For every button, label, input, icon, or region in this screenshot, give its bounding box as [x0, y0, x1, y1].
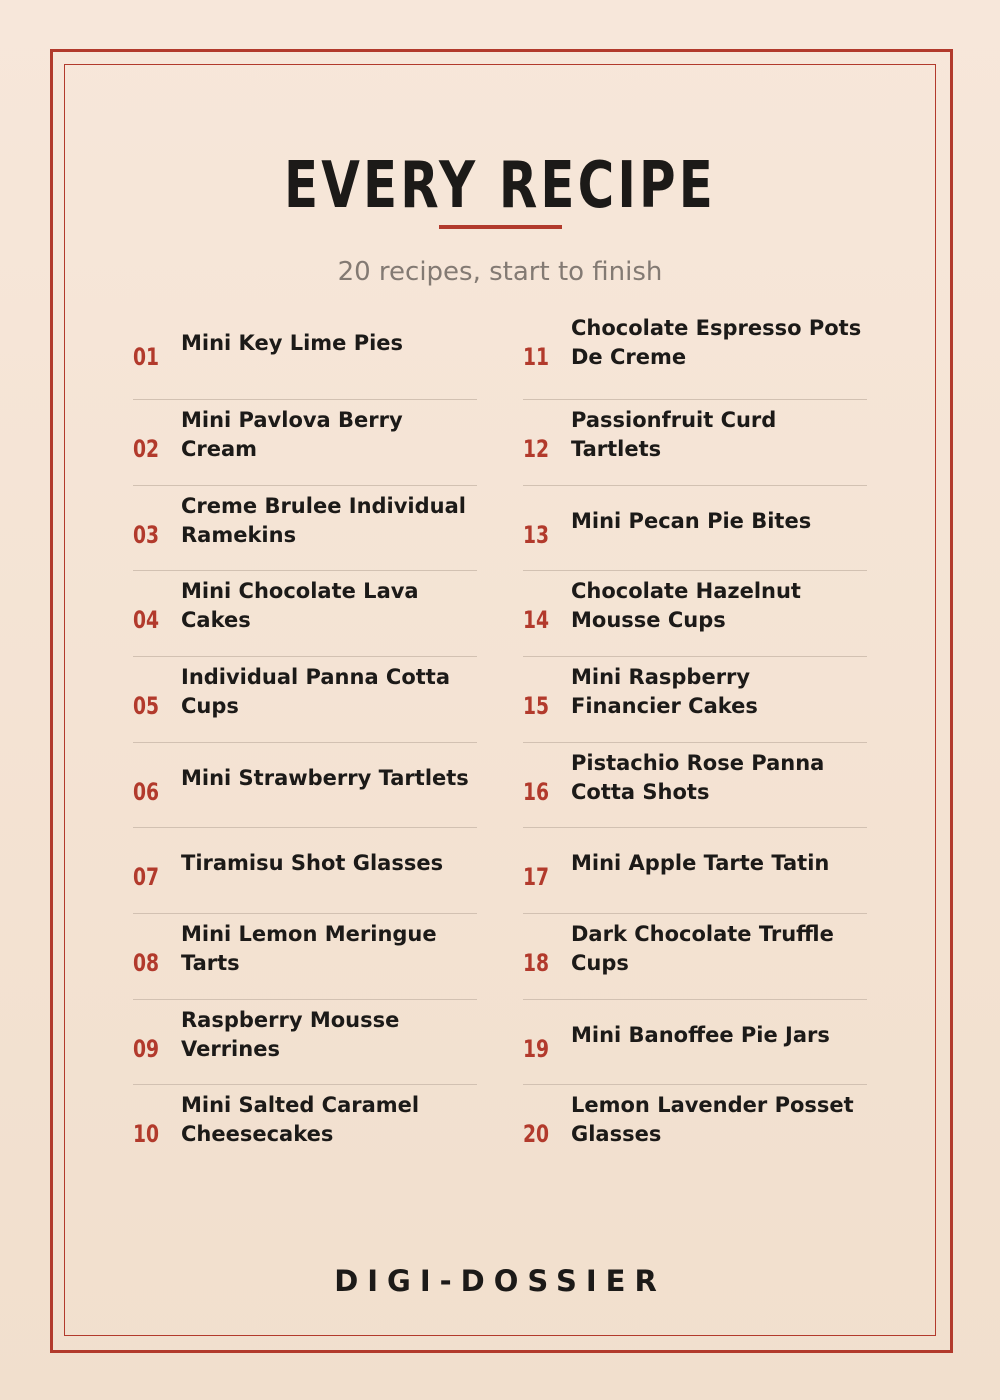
recipe-item [523, 742, 867, 829]
recipe-name: Mini Banoffee Pie Jars [571, 1022, 830, 1047]
recipe-name: Mini Pavlova Berry Cream [181, 408, 403, 461]
recipe-number: 15 [523, 692, 550, 720]
recipe-number: 04 [133, 606, 160, 634]
page-subtitle: 20 recipes, start to finish [337, 257, 663, 287]
recipe-number: 09 [133, 1035, 160, 1063]
recipe-name: Lemon Lavender Posset Glasses [571, 1093, 854, 1146]
recipe-name: Chocolate Espresso Pots De Creme [571, 316, 862, 369]
recipe-item [133, 913, 477, 1000]
recipe-name: Passionfruit Curd Tartlets [571, 408, 777, 461]
recipe-item [133, 485, 477, 572]
recipe-item [133, 827, 477, 914]
recipe-number: 08 [133, 949, 160, 977]
recipe-number: 11 [523, 343, 550, 371]
recipe-number: 06 [133, 778, 160, 806]
recipe-item [523, 999, 867, 1086]
recipe-item [523, 485, 867, 572]
recipe-number: 07 [133, 863, 160, 891]
recipe-number: 05 [133, 692, 160, 720]
recipe-name: Tiramisu Shot Glasses [181, 850, 444, 875]
recipe-number: 19 [523, 1035, 550, 1063]
recipe-name: Mini Strawberry Tartlets [181, 765, 469, 790]
recipe-number: 02 [133, 435, 160, 463]
recipe-number: 12 [523, 435, 550, 463]
recipe-item [133, 1084, 477, 1171]
recipe-name: Chocolate Hazelnut Mousse Cups [571, 579, 801, 632]
recipe-number: 03 [133, 521, 160, 549]
recipe-number: 16 [523, 778, 550, 806]
recipe-item [133, 570, 477, 657]
recipe-name: Mini Chocolate Lava Cakes [181, 579, 419, 632]
recipe-number: 20 [523, 1120, 550, 1148]
recipe-item [523, 1084, 867, 1171]
recipe-number: 14 [523, 606, 550, 634]
recipe-item [133, 308, 477, 394]
recipe-number: 10 [133, 1120, 160, 1148]
recipe-item [523, 399, 867, 486]
recipe-name: Pistachio Rose Panna Cotta Shots [571, 751, 825, 804]
recipe-item [133, 399, 477, 486]
recipe-item [133, 656, 477, 743]
recipe-item [133, 999, 477, 1086]
recipe-name: Mini Key Lime Pies [181, 330, 404, 355]
recipe-number: 17 [523, 863, 550, 891]
recipe-name: Mini Raspberry Financier Cakes [571, 665, 758, 718]
recipe-item [133, 742, 477, 829]
brand-footer: DIGI-DOSSIER [334, 1264, 666, 1298]
recipe-number: 01 [133, 343, 160, 371]
recipe-name: Mini Apple Tarte Tatin [571, 850, 830, 875]
recipe-name: Creme Brulee Individual Ramekins [181, 494, 466, 547]
recipe-name: Mini Lemon Meringue Tarts [181, 922, 437, 975]
recipe-name: Individual Panna Cotta Cups [181, 665, 451, 718]
recipe-number: 18 [523, 949, 550, 977]
recipe-name: Mini Salted Caramel Cheesecakes [181, 1093, 420, 1146]
recipe-name: Raspberry Mousse Verrines [181, 1008, 400, 1061]
recipe-name: Dark Chocolate Truffle Cups [571, 922, 834, 975]
recipe-name: Mini Pecan Pie Bites [571, 508, 812, 533]
recipe-number: 13 [523, 521, 550, 549]
recipe-item [523, 913, 867, 1000]
recipe-item [523, 827, 867, 914]
recipe-item [523, 656, 867, 743]
page-title: EVERY RECIPE [284, 149, 716, 223]
recipe-item [523, 570, 867, 657]
recipe-item [523, 308, 867, 394]
